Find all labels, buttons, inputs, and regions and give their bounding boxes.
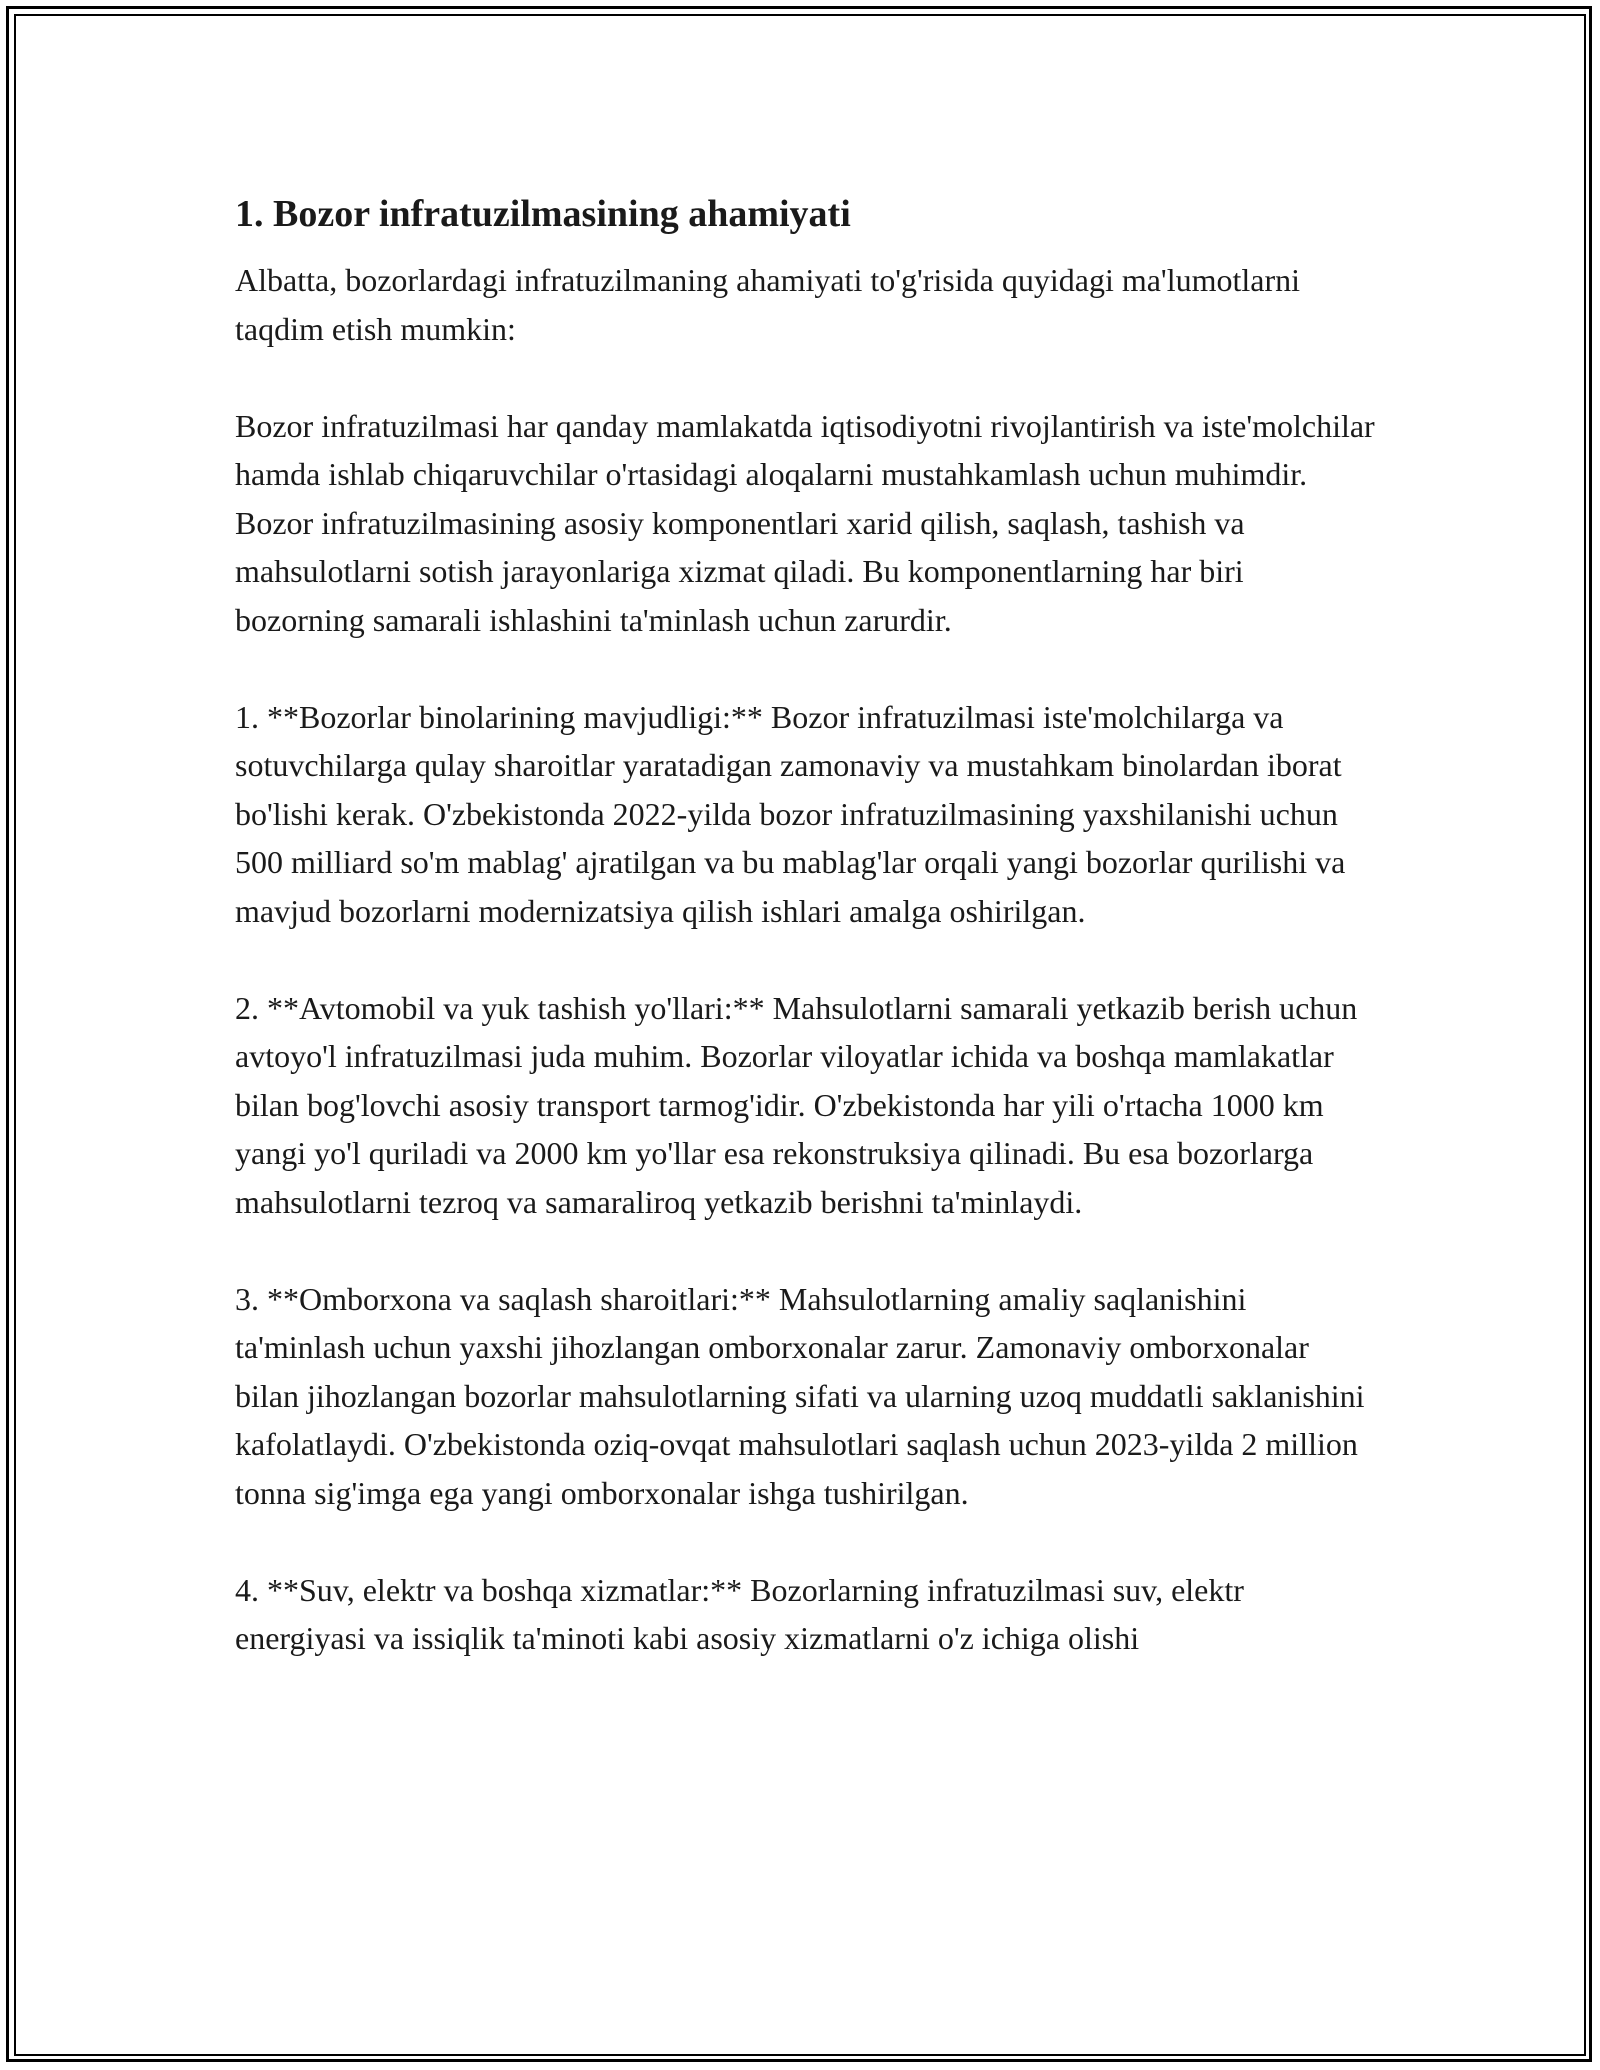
list-item-warehouses: 3. **Omborxona va saqlash sharoitlari:** Mahsulotlarning amaliy saqlanishini ta'minlash uchun yaxshi jihozlangan omborxonalar zarur. Zamonaviy omborxonalar bilan jihozlangan bozorlar mahsulotlarning sifati va ularning uzoq muddatli saklanishini kafolatlaydi. O'zbekistonda oziq-ovqat mahsulotlari saqlash uchun 2023-yilda 2 million tonna sig'imga ega yangi omborxonalar ishga tushirilgan. [235,1280,1365,1511]
list-item-roads: 2. **Avtomobil va yuk tashish yo'llari:** Mahsulotlarni samarali yetkazib berish uchun avtoyo'l infratuzilmasi juda muhim. Bozorlar viloyatlar ichida va boshqa mamlakatlar bilan bog'lovchi asosiy transport tarmog'idir. O'zbekistonda har yili o'rtacha 1000 km yangi yo'l quriladi va 2000 km yo'llar esa rekonstruksiya qilinadi. Bu esa bozorlarga mahsulotlarni tezroq va samaraliroq yetkazib berishni ta'minlaydi. [235,989,1358,1220]
list-item-utilities: 4. **Suv, elektr va boshqa xizmatlar:** Bozorlarning infratuzilmasi suv, elektr energiyasi va issiqlik ta'minoti kabi asosiy xizmatlarni o'z ichiga olishi [235,1571,1244,1656]
document-body [235,190,1375,1711]
overview-paragraph: Bozor infratuzilmasi har qanday mamlakatda iqtisodiyotni rivojlantirish va iste'molchilar hamda ishlab chiqaruvchilar o'rtasidagi aloqalarni mustahkamlash uchun muhimdir. Bozor infratuzilmasining asosiy komponentlari xarid qilish, saqlash, tashish va mahsulotlarni sotish jarayonlariga xizmat qiladi. Bu komponentlarning har biri bozorning samarali ishlashini ta'minlash uchun zarurdir. [235,407,1375,638]
list-item-buildings: 1. **Bozorlar binolarining mavjudligi:** Bozor infratuzilmasi iste'molchilarga va sotuvchilarga qulay sharoitlar yaratadigan zamonaviy va mustahkam binolardan iborat bo'lishi kerak. O'zbekistonda 2022-yilda bozor infratuzilmasining yaxshilanishi uchun 500 milliard so'm mablag' ajratilgan va bu mablag'lar orqali yangi bozorlar qurilishi va mavjud bozorlarni modernizatsiya qilish ishlari amalga oshirilgan. [235,698,1346,929]
section-heading: 1. Bozor infratuzilmasining ahamiyati [235,193,851,235]
intro-paragraph: Albatta, bozorlardagi infratuzilmaning ahamiyati to'g'risida quyidagi ma'lumotlarni taqdim etish mumkin: [235,262,1300,347]
